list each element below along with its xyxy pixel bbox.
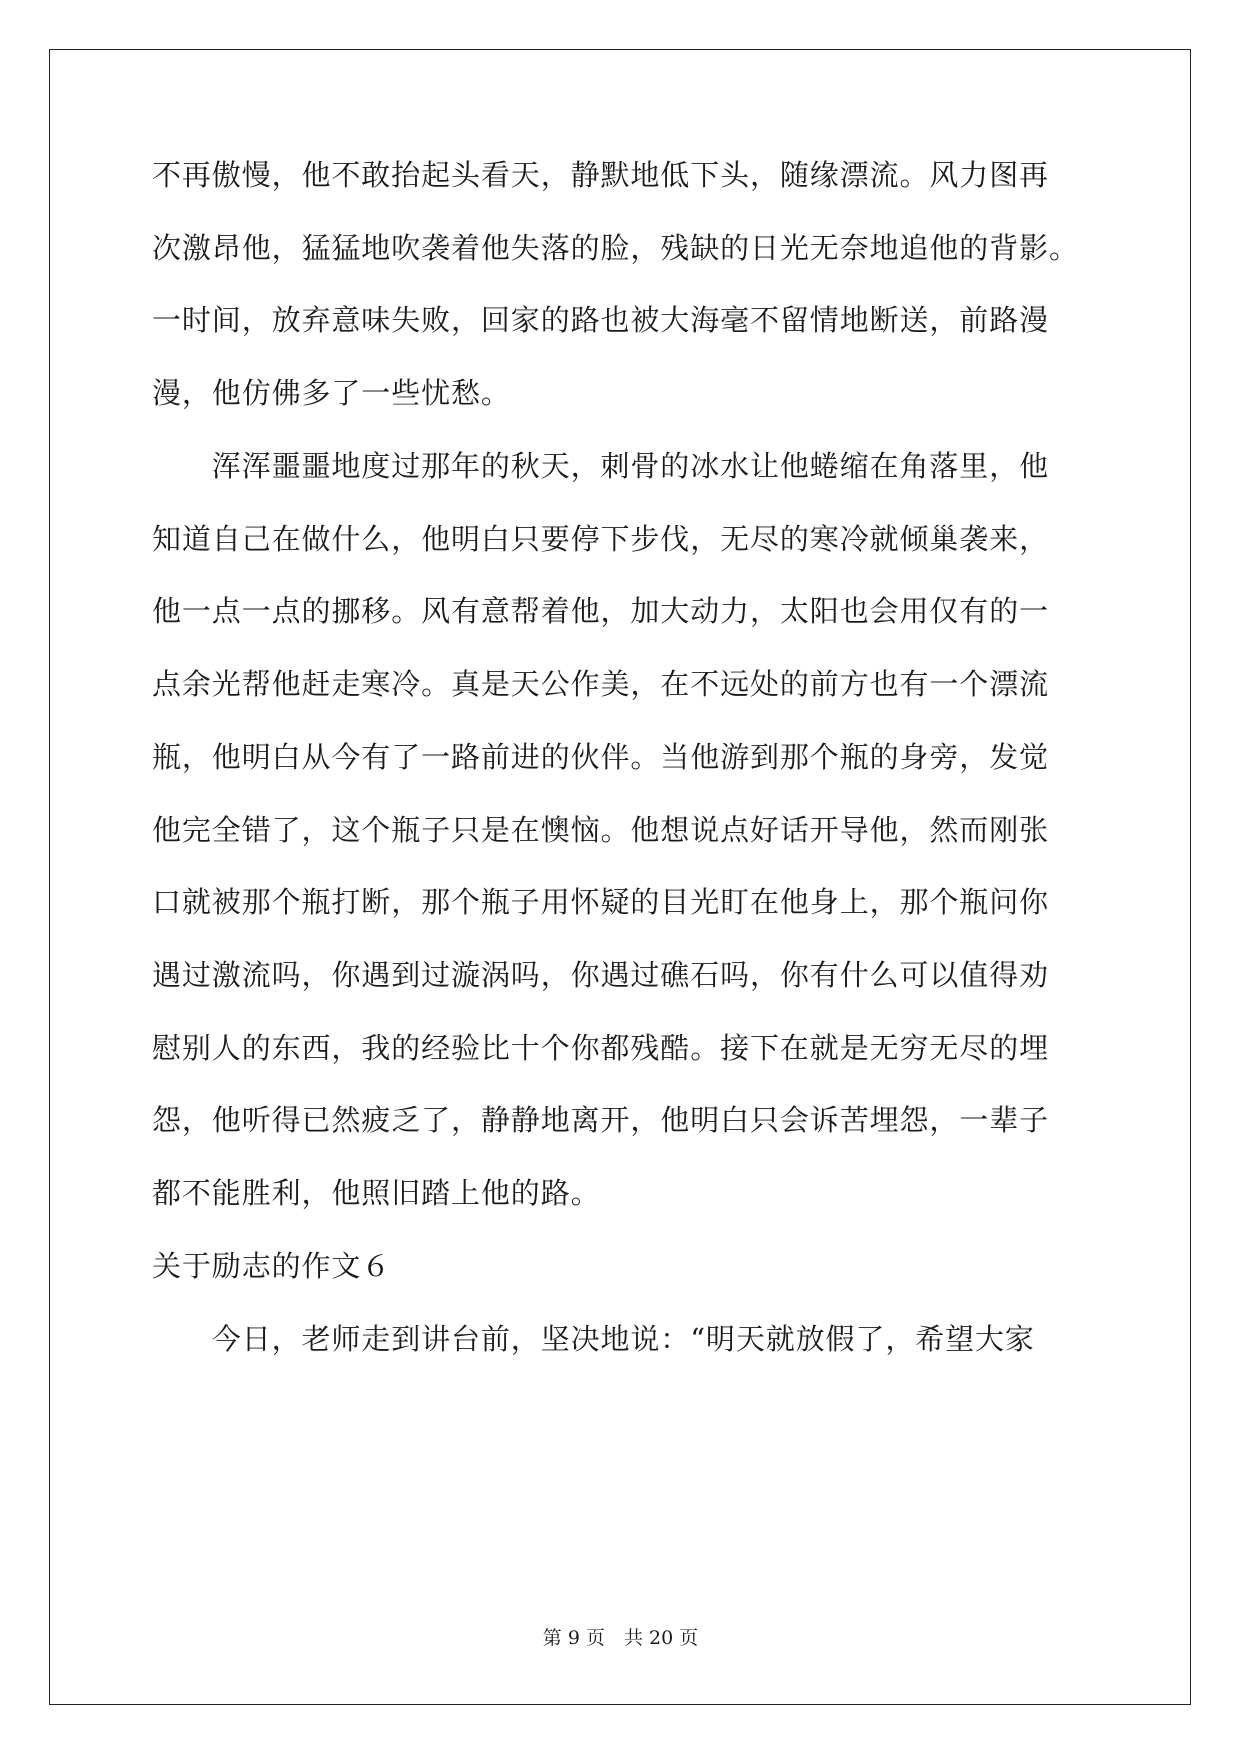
page-number: 第 9 页 共 20 页 (542, 1627, 699, 1649)
text-line: 漫，他仿佛多了一些忧愁。 (152, 376, 511, 410)
text-line: 口就被那个瓶打断，那个瓶子用怀疑的目光盯在他身上，那个瓶问你 (152, 885, 1050, 919)
text-line: 次激昂他，猛猛地吹袭着他失落的脸，残缺的日光无奈地追他的背影。 (152, 231, 1079, 265)
text-line: 浑浑噩噩地度过那年的秋天，刺骨的冰水让他蜷缩在角落里，他 (152, 449, 1050, 483)
text-line: 不再傲慢，他不敢抬起头看天，静默地低下头，随缘漂流。风力图再 (152, 158, 1050, 192)
text-line: 点余光帮他赶走寒冷。真是天公作美，在不远处的前方也有一个漂流 (152, 667, 1050, 701)
text-line: 今日，老师走到讲台前，坚决地说：“明天就放假了，希望大家 (152, 1322, 1035, 1356)
text-line: 瓶，他明白从今有了一路前进的伙伴。当他游到那个瓶的身旁，发觉 (152, 740, 1050, 774)
text-line: 他一点一点的挪移。风有意帮着他，加大动力，太阳也会用仅有的一 (152, 594, 1050, 628)
text-line: 一时间，放弃意味失败，回家的路也被大海毫不留情地断送，前路漫 (152, 303, 1050, 337)
text-line: 都不能胜利，他照旧踏上他的路。 (152, 1176, 601, 1210)
text-line: 怨，他听得已然疲乏了，静静地离开，他明白只会诉苦埋怨，一辈子 (152, 1103, 1050, 1137)
text-line: 他完全错了，这个瓶子只是在懊恼。他想说点好话开导他，然而刚张 (152, 813, 1050, 847)
text-line: 慰别人的东西，我的经验比十个你都残酷。接下在就是无穷无尽的埋 (152, 1031, 1050, 1065)
section-heading: 关于励志的作文６ (152, 1249, 392, 1283)
text-line: 遇过激流吗，你遇到过漩涡吗，你遇过礁石吗，你有什么可以值得劝 (152, 958, 1050, 992)
text-line: 知道自己在做什么，他明白只要停下步伐，无尽的寒冷就倾巢袭来， (152, 522, 1050, 556)
page-border (49, 49, 1191, 1705)
page-footer (0, 1626, 1241, 1650)
